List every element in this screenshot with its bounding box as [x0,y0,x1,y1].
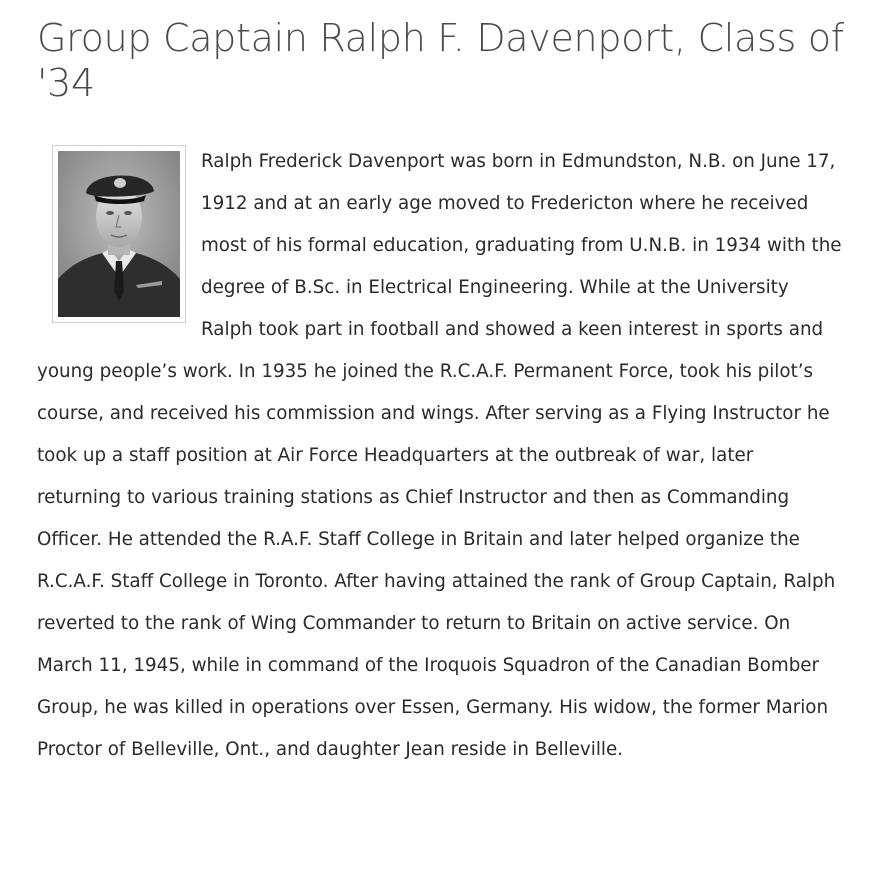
biography-text: Ralph Frederick Davenport was born in Edmundston, N.B. on June 17, 1912 and at an early age moved to Fredericton where he received most of his formal education, graduating from U.N.B. in 1934 with the degree of B.Sc. in Electrical Engineering. While at the University Ralph took part in football and showed a keen interest in sports and young people’s work. In 1935 he joined the R.C.A.F. Permanent Force, took his pilot’s course, and received his commission and wings. After serving as a Flying Instructor he took up a staff position at Air Force Headquarters at the outbreak of war, later returning to various training stations as Chief Instructor and then as Commanding Officer. He attended the R.A.F. Staff College in Britain and later helped organize the R.C.A.F. Staff College in Toronto. After having attained the rank of Group Captain, Ralph reverted to the rank of Wing Commander to return to Britain on active service. On March 11, 1945, while in command of the Iroquois Squadron of the Canadian Bomber Group, he was killed in operations over Essen, Germany. His widow, the former Marion Proctor of Belleville, Ont., and daughter Jean reside in Belleville. [37,151,842,760]
portrait-photo-icon [58,151,180,317]
article-body [37,141,842,771]
page-title: Group Captain Ralph F. Davenport, Class of '34 [37,16,844,105]
portrait-photo [52,145,186,323]
